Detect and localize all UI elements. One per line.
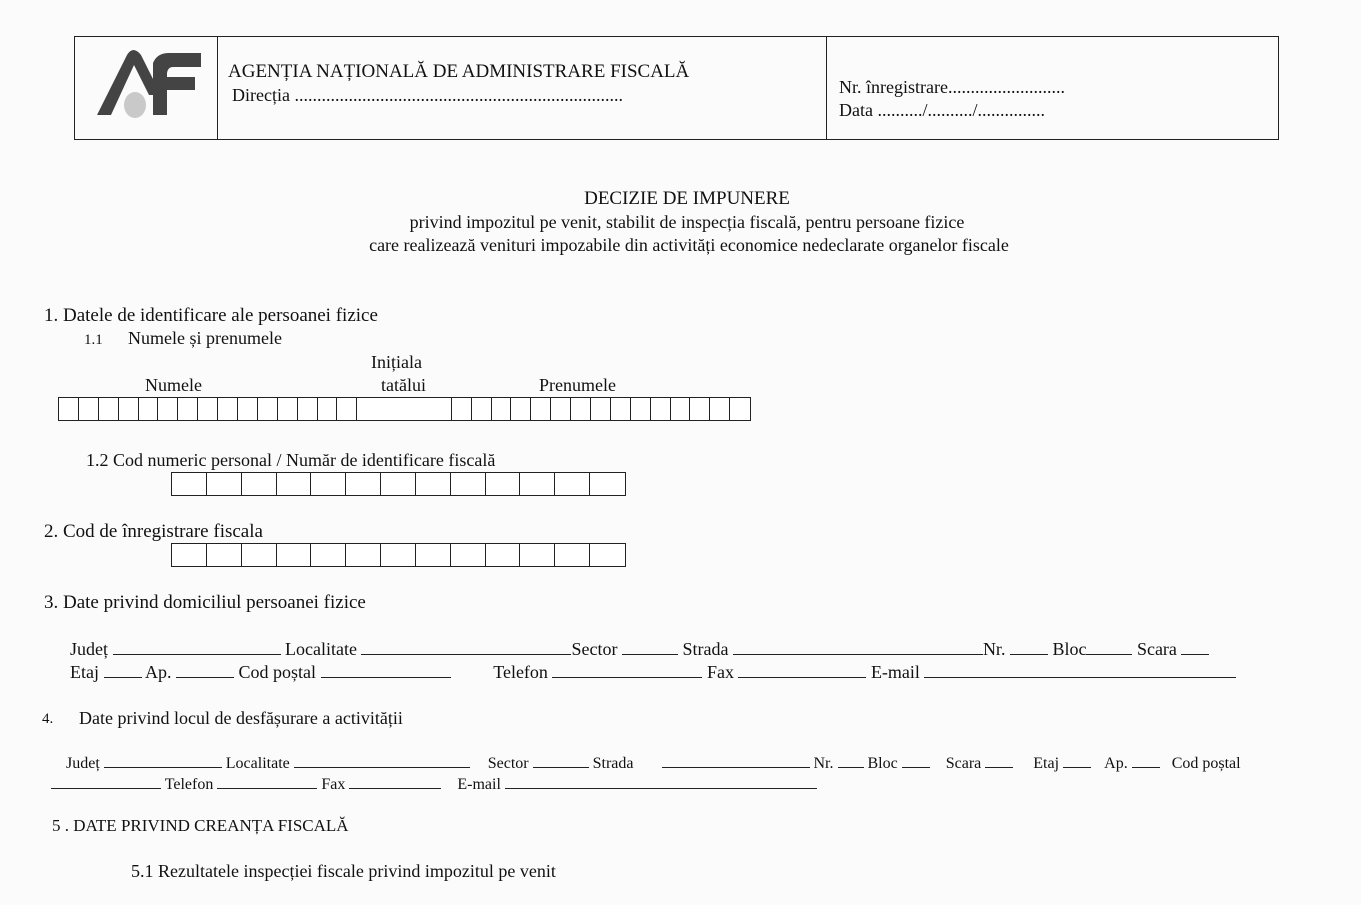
section1-1-label: Numele și prenumele <box>128 328 282 348</box>
sector-field[interactable] <box>533 753 589 768</box>
label-judet: Județ <box>70 639 108 659</box>
section4-number: 4. <box>42 711 54 727</box>
col-numele-label: Numele <box>145 375 202 395</box>
label-localitate: Localitate <box>285 639 357 659</box>
fax-field[interactable] <box>349 774 441 789</box>
header-box <box>74 36 1279 140</box>
ap-field[interactable] <box>176 663 234 678</box>
activity-row-2 <box>51 774 817 794</box>
logo-cell <box>75 37 218 139</box>
label-nr: Nr. <box>813 755 834 772</box>
label-sector: Sector <box>487 755 529 772</box>
date-field[interactable]: Data ........../........../............... <box>839 100 1045 120</box>
direction-field[interactable]: Direcția ......................................................................... <box>232 85 623 105</box>
judet-field[interactable] <box>113 640 281 655</box>
agency-name: AGENȚIA NAȚIONALĂ DE ADMINISTRARE FISCALĂ <box>228 61 690 82</box>
label-fax: Fax <box>321 776 346 793</box>
label-email: E-mail <box>457 776 501 793</box>
label-ap: Ap. <box>1104 755 1128 772</box>
cif-boxes[interactable] <box>171 543 626 567</box>
col-tatalui-label: tatălui <box>381 375 426 395</box>
label-nr: Nr. <box>982 639 1006 659</box>
document-subtitle-1: privind impozitul pe venit, stabilit de inspecția fiscală, pentru persoane fizice <box>409 212 965 232</box>
scara-field[interactable] <box>985 753 1013 768</box>
sector-field[interactable] <box>622 640 678 655</box>
telefon-field[interactable] <box>217 774 317 789</box>
label-scara: Scara <box>945 755 982 772</box>
label-sector: Sector <box>571 639 618 659</box>
section3-heading: 3. Date privind domiciliul persoanei fizice <box>44 592 366 613</box>
label-etaj: Etaj <box>70 662 99 682</box>
label-telefon: Telefon <box>164 776 214 793</box>
document-title: DECIZIE DE IMPUNERE <box>584 188 790 209</box>
label-strada: Strada <box>682 639 729 659</box>
strada-field[interactable] <box>662 753 810 768</box>
localitate-field[interactable] <box>294 753 470 768</box>
label-bloc: Bloc <box>867 755 898 772</box>
agency-cell <box>218 37 827 139</box>
cnp-boxes[interactable] <box>171 472 626 496</box>
label-cod-postal: Cod poștal <box>1171 755 1241 772</box>
label-ap: Ap. <box>145 662 172 682</box>
label-telefon: Telefon <box>493 662 548 682</box>
section1-1-number: 1.1 <box>84 332 103 348</box>
scara-field[interactable] <box>1181 640 1209 655</box>
section4-heading: Date privind locul de desfășurare a activității <box>79 708 403 728</box>
nr-field[interactable] <box>1010 640 1048 655</box>
registration-cell <box>827 37 1278 139</box>
label-bloc: Bloc <box>1052 639 1087 659</box>
etaj-field[interactable] <box>1063 753 1091 768</box>
telefon-field[interactable] <box>552 663 702 678</box>
label-judet: Județ <box>66 755 100 772</box>
ap-field[interactable] <box>1132 753 1160 768</box>
anaf-logo-icon <box>75 37 218 137</box>
label-email: E-mail <box>870 662 920 682</box>
cod-postal-field[interactable] <box>321 663 451 678</box>
judet-field[interactable] <box>104 753 222 768</box>
label-strada: Strada <box>592 755 634 772</box>
col-prenumele-label: Prenumele <box>539 375 616 395</box>
email-field[interactable] <box>924 663 1236 678</box>
fax-field[interactable] <box>738 663 866 678</box>
cod-postal-field[interactable] <box>51 774 161 789</box>
col-initiala-label: Inițiala <box>371 352 422 372</box>
label-cod-postal: Cod poștal <box>238 662 317 682</box>
localitate-field[interactable] <box>361 640 571 655</box>
label-localitate: Localitate <box>225 755 290 772</box>
nr-field[interactable] <box>838 753 864 768</box>
label-etaj: Etaj <box>1033 755 1060 772</box>
domicile-row-1 <box>70 639 1209 660</box>
email-field[interactable] <box>505 774 817 789</box>
activity-row-1 <box>66 753 1241 773</box>
label-fax: Fax <box>706 662 734 682</box>
section2-heading: 2. Cod de înregistrare fiscala <box>44 521 263 542</box>
etaj-field[interactable] <box>104 663 142 678</box>
section5-1-heading: 5.1 Rezultatele inspecției fiscale privind impozitul pe venit <box>131 861 556 881</box>
name-boxes[interactable] <box>58 397 751 421</box>
section5-heading: 5 . DATE PRIVIND CREANȚA FISCALĂ <box>52 816 349 835</box>
section1-heading: 1. Datele de identificare ale persoanei fizice <box>44 305 378 326</box>
document-subtitle-2: care realizează venituri impozabile din activități economice nedeclarate organelor fiscale <box>369 235 1009 255</box>
cnp-label: 1.2 Cod numeric personal / Număr de identificare fiscală <box>86 450 496 470</box>
bloc-field[interactable] <box>1086 640 1132 655</box>
bloc-field[interactable] <box>902 753 930 768</box>
strada-field[interactable] <box>733 640 983 655</box>
registration-number-field[interactable]: Nr. înregistrare.......................... <box>839 77 1065 97</box>
label-scara: Scara <box>1136 639 1177 659</box>
domicile-row-2 <box>70 662 1236 683</box>
